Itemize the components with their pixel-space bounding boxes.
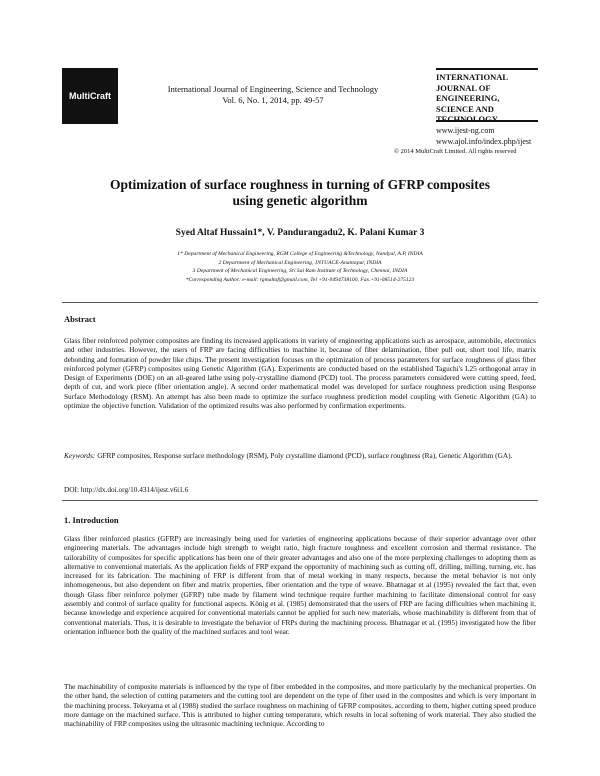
brand-line: ENGINEERING, — [436, 93, 500, 103]
brand-line: SCIENCE AND — [436, 103, 494, 114]
affiliation-1: 1* Department of Mechanical Engineering, RGM College of Engineering &Technology, Nandyal, A.P, INDIA — [177, 251, 423, 257]
corresponding-author: *Corresponding Author: e-mail: rgmaltaf@gmail.com, Tel +91-9494738100, Fax.+91-08514-275123 — [185, 276, 415, 283]
keywords — [64, 451, 536, 460]
brand-line: JOURNAL OF — [436, 82, 491, 93]
doi-link[interactable]: DOI: http://dx.doi.org/10.4314/ijest.v6i1.6 — [64, 485, 189, 494]
journal-name: International Journal of Engineering, Science and Technology — [167, 84, 379, 94]
divider-top — [62, 302, 538, 303]
volume-line: Vol. 6, No. 1, 2014, pp. 49-57 — [222, 95, 324, 105]
affiliation-3: 3 Department of Mechanical Engineering, Sri Sai Ram Institute of Technology, Chennai, INDIA — [192, 268, 408, 275]
article-authors: Syed Altaf Hussain1*, V. Pandurangadu2, K. Palani Kumar 3 — [175, 228, 425, 238]
keywords-text: GFRP composites, Response surface methodology (RSM), Poly crystalline diamond (PCD), surface roughness (Ra), Genetic Algorithm (GA). — [97, 451, 513, 460]
affiliations — [120, 250, 480, 284]
copyright-line: © 2014 MultiCraft Limited. All rights reserved — [394, 148, 517, 155]
introduction-heading: 1. Introduction — [64, 515, 119, 525]
journal-brand-box — [436, 68, 538, 122]
abstract-text: Glass fiber reinforced polymer composites are finding its increased applications in variety of engineering applications such as aerospace, automobile, electronics and other industries. However, the users of FRP are facing difficulties to machine it, because of fiber delamination, fiber pull out, short tool life, matrix debonding and formation of powder like chips. The present investigation focuses on the optimization of process parameters for surface roughness of glass fiber reinforced polymer (GFRP) composites using Genetic Algorithm (GA). Experiments are conducted based on the established Taguchi's L25 orthogonal array in Design of Experiments (DOE) on an all-geared lathe using poly-crystalline diamond (PCD) tool. The process parameters considered were cutting speed, feed, depth of cut, and work piece (fiber orientation angle). A second order mathematical model was developed for surface roughness prediction using Response Surface Methodology (RSM). An attempt has also been made to optimize the surface roughness prediction model coupling with Genetic Algorithm (GA) to optimize the objective function. Validation of the optimized results was also performed by confirmation experiments. — [64, 336, 536, 411]
article-title: Optimization of surface roughness in turning of GFRP composites using genetic algorithm — [110, 177, 491, 208]
divider-bottom — [62, 500, 538, 501]
journal-info — [148, 84, 398, 106]
journal-link-1[interactable]: www.ijest-ng.com — [436, 126, 495, 135]
affiliation-2: 2 Department of Mechanical Engineering, JNTUACE-Anantapur, INDIA — [218, 259, 382, 266]
brand-line: TECHNOLOGY — [436, 114, 498, 124]
introduction-paragraph-1: Glass fiber reinforced plastics (GFRP) are increasingly being used for varieties of engineering applications because of their superior advantage over other engineering materials. The advantages include high strength to weight ratio, high fracture toughness and excellent corrosion and thermal resistance. The tailorability of composites for specific applications has been one of their greater advantages and also one of the more perplexing challenges to adopting them as alternative to conventional materials. As the application fields of FRP expand the opportunity of machining such as cutting off, drilling, milling, turning, etc. has increased for its fabrication. The machining of FRP is different from that of metal working in many respects, because the metal behavior is not only inhomogeneous, but also dependent on fiber and matrix properties, fiber orientation and the type of weave. Bhatnagar et al (1995) revealed the fact that, even though Glass fiber reinforce polymer (GFRP) tube made by filament wind technique require further machining to facilitate dimensional control for easy assembly and control of surface quality for functional aspects. König et al. (1985) demonstrated that the users of FRP are facing difficulties when machining it, because knowledge and experience acquired for conventional materials cannot be applied for such new materials, whose machinability is different from that of conventional materials. Thus, it is desirable to investigate the behavior of FRPs during the machining process. Bhatnagar et al. (1995) investigated how the fiber orientation influence both the quality of the machined surfaces and tool wear. — [64, 534, 536, 636]
keywords-label: Keywords: — [64, 451, 96, 460]
journal-links — [394, 126, 548, 158]
brand-line: INTERNATIONAL — [436, 72, 509, 82]
publisher-logo — [62, 68, 118, 124]
introduction-paragraph-2: The machinability of composite materials is influenced by the type of fiber embedded in the composites, and more particularly by the mechanical properties. On the other hand, the selection of cutting parameters and the cutting tool are dependent on the type of fiber used in the composites and which is very important in the machining process. Tekeyama et al (1988) studied the surface roughness on machining of GFRP composites, according to them, higher cutting speed produce more damage on the machined surface. This is attributed to higher cutting temperature, which results in local softening of work material. They also studied the machinability of FRP composites using the ultrasonic machining technique. According to — [64, 682, 536, 729]
publisher-logo-text: MultiCraft — [69, 91, 111, 101]
abstract-heading: Abstract — [64, 314, 96, 324]
journal-link-2[interactable]: www.ajol.info/index.php/ijest — [436, 136, 532, 146]
